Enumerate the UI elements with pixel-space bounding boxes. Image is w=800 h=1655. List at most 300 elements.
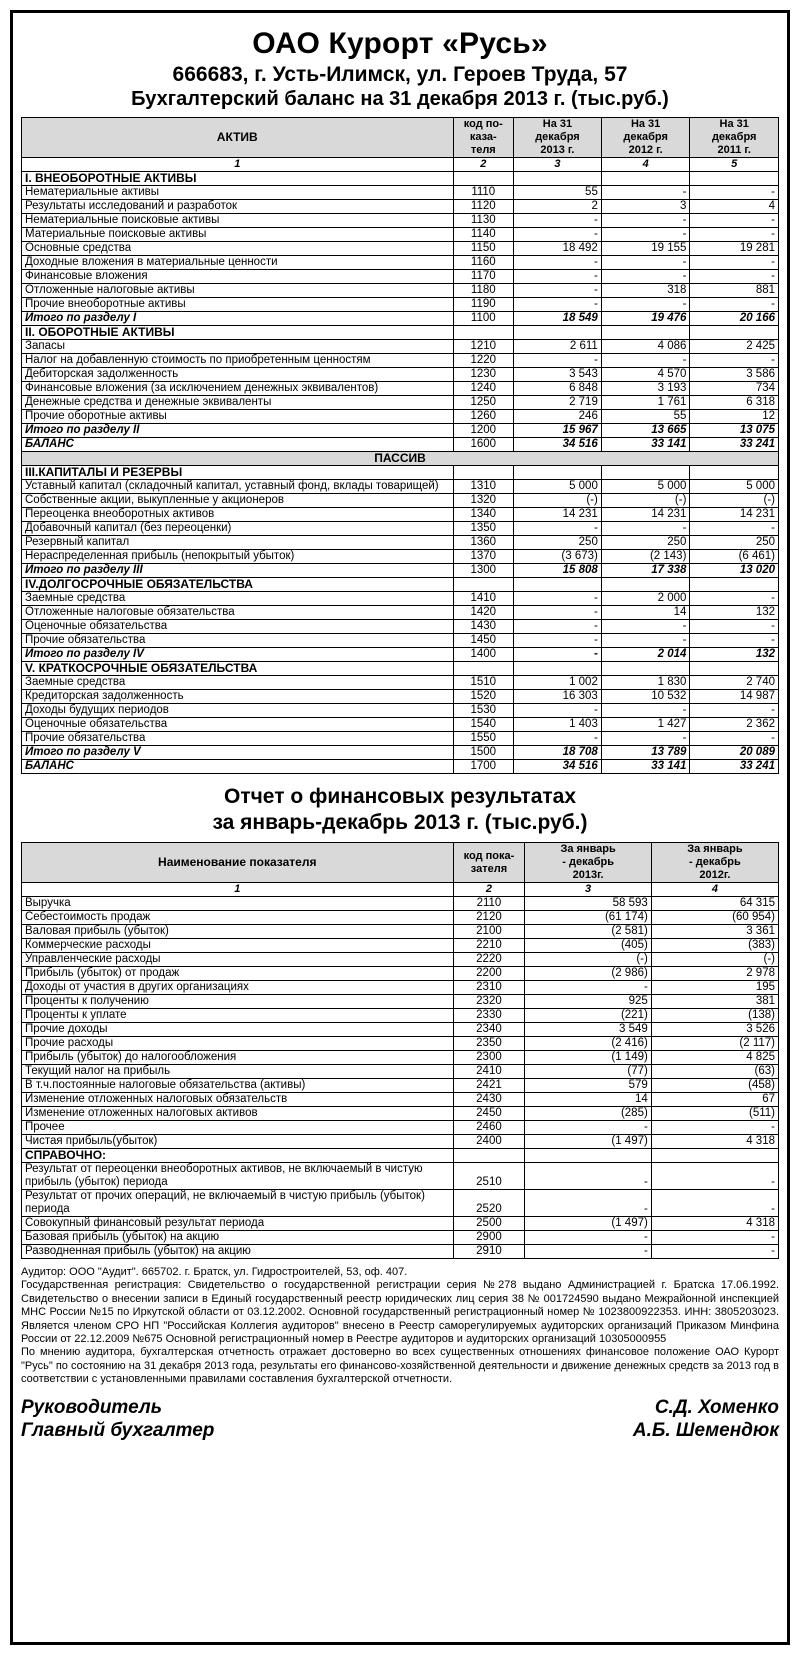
table-row bbox=[22, 200, 779, 214]
row-value-1 bbox=[525, 1149, 651, 1163]
row-value-2: 3 bbox=[601, 200, 690, 214]
row-value-1: 925 bbox=[525, 995, 651, 1009]
row-label: Итого по разделу V bbox=[22, 746, 454, 760]
row-value-2: 17 338 bbox=[601, 564, 690, 578]
row-value-2: (2 143) bbox=[601, 550, 690, 564]
row-value-2: 33 141 bbox=[601, 760, 690, 774]
row-value-2: (511) bbox=[651, 1107, 778, 1121]
table-row bbox=[22, 967, 779, 981]
row-code: 2200 bbox=[453, 967, 525, 981]
row-label: Прибыль (убыток) до налогообложения bbox=[22, 1051, 454, 1065]
row-label: Оценочные обязательства bbox=[22, 718, 454, 732]
balance-sheet-table bbox=[21, 117, 779, 774]
row-label: Уставный капитал (складочный капитал, уставный фонд, вклады товарищей) bbox=[22, 480, 454, 494]
row-code: 2100 bbox=[453, 925, 525, 939]
rc3-line1: За январь bbox=[560, 843, 616, 855]
table-row bbox=[22, 981, 779, 995]
rcolnum-1: 1 bbox=[22, 883, 454, 897]
row-value-3: 132 bbox=[690, 648, 779, 662]
row-value-1 bbox=[514, 578, 602, 592]
row-value-2: - bbox=[601, 620, 690, 634]
row-value-3: - bbox=[690, 732, 779, 746]
table-row bbox=[22, 1231, 779, 1245]
row-label: Прочее bbox=[22, 1121, 454, 1135]
row-value-1: (3 673) bbox=[514, 550, 602, 564]
footnote-registration: Государственная регистрация: Свидетельство о государственной регистрации серия №278 выдано Администрацией г. Братска 17.06.1992. Свидетельство о внесении записи в Единый государственный реестр юридических лиц серия 38 № 001724590 выдано Межрайонной инспекцией МНС России №15 по Иркутской области от 03.12.2002. Основной государственный регистрационный номер № 1023800922353. ИНН: 3805203023. Является членом СРО НП "Российская Коллегия аудиторов" внесено в Реестр саморегулируемых аудиторских организаций Приказом Минфина России от 22.12.2009 №675 Основной регистрационный номер в Реестре аудиторов и аудиторских организаций 10305000955 bbox=[21, 1279, 779, 1346]
balance-col-code bbox=[453, 118, 514, 158]
row-code: 2300 bbox=[453, 1051, 525, 1065]
table-row bbox=[22, 718, 779, 732]
signature-roles bbox=[21, 1396, 214, 1442]
report-col-2012 bbox=[651, 843, 778, 883]
rc4-line1: За январь bbox=[687, 843, 743, 855]
rc4-line2: - декабрь bbox=[689, 856, 741, 868]
row-value-2 bbox=[601, 662, 690, 676]
row-value-2: 14 bbox=[601, 606, 690, 620]
row-label: Изменение отложенных налоговых активов bbox=[22, 1107, 454, 1121]
row-code: 1410 bbox=[453, 592, 514, 606]
table-row bbox=[22, 536, 779, 550]
table-row bbox=[22, 648, 779, 662]
row-value-1: 3 543 bbox=[514, 368, 602, 382]
row-value-1: - bbox=[525, 1245, 651, 1259]
row-value-2: 33 141 bbox=[601, 438, 690, 452]
row-code: 1230 bbox=[453, 368, 514, 382]
name-accountant: А.Б. Шемендюк bbox=[632, 1419, 779, 1441]
row-label: Изменение отложенных налоговых обязательств bbox=[22, 1093, 454, 1107]
report-col-code bbox=[453, 843, 525, 883]
row-code bbox=[453, 1149, 525, 1163]
code-line1: код по- bbox=[463, 118, 503, 130]
row-value-1 bbox=[514, 326, 602, 340]
row-code: 2450 bbox=[453, 1107, 525, 1121]
row-code: 1140 bbox=[453, 228, 514, 242]
table-row bbox=[22, 1107, 779, 1121]
c5-line3: 2011 г. bbox=[717, 144, 751, 156]
row-code: 2320 bbox=[453, 995, 525, 1009]
row-code: 1200 bbox=[453, 424, 514, 438]
c5-line2: декабря bbox=[711, 131, 757, 143]
row-label: Заемные средства bbox=[22, 676, 454, 690]
report-title-line2: за январь-декабрь 2013 г. (тыс.руб.) bbox=[212, 811, 588, 834]
row-code: 1430 bbox=[453, 620, 514, 634]
row-value-2: - bbox=[651, 1121, 778, 1135]
row-value-1: - bbox=[514, 634, 602, 648]
row-value-1: - bbox=[514, 606, 602, 620]
code-line3: теля bbox=[470, 144, 496, 156]
row-label: Доходы будущих периодов bbox=[22, 704, 454, 718]
balance-col-2012 bbox=[601, 118, 690, 158]
table-row bbox=[22, 662, 779, 676]
row-value-1: - bbox=[525, 1163, 651, 1190]
row-value-1: 579 bbox=[525, 1079, 651, 1093]
table-row bbox=[22, 354, 779, 368]
row-value-2: 4 086 bbox=[601, 340, 690, 354]
row-value-1: 250 bbox=[514, 536, 602, 550]
rc3-line3: 2013г. bbox=[572, 869, 604, 881]
row-value-3: 881 bbox=[690, 284, 779, 298]
table-row bbox=[22, 620, 779, 634]
row-code: 1400 bbox=[453, 648, 514, 662]
table-row bbox=[22, 953, 779, 967]
row-value-3 bbox=[690, 662, 779, 676]
table-row bbox=[22, 242, 779, 256]
report-number-row bbox=[22, 883, 779, 897]
row-code: 1100 bbox=[453, 312, 514, 326]
table-row bbox=[22, 396, 779, 410]
row-code: 2421 bbox=[453, 1079, 525, 1093]
rcolnum-4: 4 bbox=[651, 883, 778, 897]
row-value-1: - bbox=[514, 298, 602, 312]
row-code bbox=[453, 578, 514, 592]
row-value-1: (2 416) bbox=[525, 1037, 651, 1051]
row-code: 1550 bbox=[453, 732, 514, 746]
row-value-3: - bbox=[690, 214, 779, 228]
c3-line3: 2013 г. bbox=[540, 144, 575, 156]
row-value-3: 132 bbox=[690, 606, 779, 620]
row-code: 2500 bbox=[453, 1217, 525, 1231]
c4-line2: декабря bbox=[623, 131, 668, 143]
company-title: ОАО Курорт «Русь» bbox=[252, 27, 548, 60]
row-value-2 bbox=[601, 466, 690, 480]
table-row bbox=[22, 298, 779, 312]
row-label: Прочие расходы bbox=[22, 1037, 454, 1051]
row-value-2: 4 318 bbox=[651, 1217, 778, 1231]
row-value-1 bbox=[514, 466, 602, 480]
colnum-1: 1 bbox=[22, 158, 454, 172]
c4-line1: На 31 bbox=[630, 118, 661, 130]
row-value-1: - bbox=[514, 704, 602, 718]
row-value-3: 20 089 bbox=[690, 746, 779, 760]
row-value-3: 250 bbox=[690, 536, 779, 550]
row-label: В т.ч.постоянные налоговые обязательства (активы) bbox=[22, 1079, 454, 1093]
row-label: I. ВНЕОБОРОТНЫЕ АКТИВЫ bbox=[22, 172, 454, 186]
row-value-3: 14 231 bbox=[690, 508, 779, 522]
row-value-2: 13 665 bbox=[601, 424, 690, 438]
row-value-3 bbox=[690, 466, 779, 480]
row-code: 1700 bbox=[453, 760, 514, 774]
row-value-2 bbox=[651, 1149, 778, 1163]
row-value-3: 5 000 bbox=[690, 480, 779, 494]
row-code: 2310 bbox=[453, 981, 525, 995]
row-value-3: 33 241 bbox=[690, 760, 779, 774]
row-code: 1110 bbox=[453, 186, 514, 200]
row-value-3: 2 425 bbox=[690, 340, 779, 354]
row-code: 2110 bbox=[453, 897, 525, 911]
row-value-2: 13 789 bbox=[601, 746, 690, 760]
row-value-1: 1 403 bbox=[514, 718, 602, 732]
row-label: Отложенные налоговые обязательства bbox=[22, 606, 454, 620]
balance-body bbox=[22, 172, 779, 774]
row-value-2 bbox=[601, 578, 690, 592]
row-code bbox=[453, 662, 514, 676]
row-value-3 bbox=[690, 326, 779, 340]
colnum-3: 3 bbox=[514, 158, 602, 172]
row-code: 1500 bbox=[453, 746, 514, 760]
report-col-2013 bbox=[525, 843, 651, 883]
row-value-1: 18 492 bbox=[514, 242, 602, 256]
row-label: II. ОБОРОТНЫЕ АКТИВЫ bbox=[22, 326, 454, 340]
row-value-3: 4 bbox=[690, 200, 779, 214]
row-value-3: 734 bbox=[690, 382, 779, 396]
row-value-1: - bbox=[514, 270, 602, 284]
row-value-1: (285) bbox=[525, 1107, 651, 1121]
row-label: БАЛАНС bbox=[22, 760, 454, 774]
row-value-1: 34 516 bbox=[514, 438, 602, 452]
row-value-2: 64 315 bbox=[651, 897, 778, 911]
row-label: III.КАПИТАЛЫ И РЕЗЕРВЫ bbox=[22, 466, 454, 480]
row-value-1: - bbox=[514, 284, 602, 298]
row-value-1: 246 bbox=[514, 410, 602, 424]
row-value-2: (63) bbox=[651, 1065, 778, 1079]
row-label: Нематериальные поисковые активы bbox=[22, 214, 454, 228]
table-row bbox=[22, 340, 779, 354]
report-title-line1: Отчет о финансовых результатах bbox=[223, 785, 577, 808]
table-row bbox=[22, 1023, 779, 1037]
table-row bbox=[22, 1149, 779, 1163]
row-label: Нематериальные активы bbox=[22, 186, 454, 200]
row-label: Запасы bbox=[22, 340, 454, 354]
table-row bbox=[22, 1135, 779, 1149]
row-label: Налог на добавленную стоимость по приобретенным ценностям bbox=[22, 354, 454, 368]
row-code: 1250 bbox=[453, 396, 514, 410]
table-row bbox=[22, 704, 779, 718]
row-code bbox=[453, 172, 514, 186]
row-value-2: 2 978 bbox=[651, 967, 778, 981]
row-value-1: (77) bbox=[525, 1065, 651, 1079]
row-value-2: (458) bbox=[651, 1079, 778, 1093]
row-code: 2900 bbox=[453, 1231, 525, 1245]
table-row bbox=[22, 550, 779, 564]
row-code: 2350 bbox=[453, 1037, 525, 1051]
row-value-2: 250 bbox=[601, 536, 690, 550]
table-row bbox=[22, 382, 779, 396]
row-value-1: (221) bbox=[525, 1009, 651, 1023]
row-value-2: (-) bbox=[601, 494, 690, 508]
row-label: Результаты исследований и разработок bbox=[22, 200, 454, 214]
row-value-1: 1 002 bbox=[514, 676, 602, 690]
colnum-4: 4 bbox=[601, 158, 690, 172]
row-label: Нераспределенная прибыль (непокрытый убыток) bbox=[22, 550, 454, 564]
row-code: 1420 bbox=[453, 606, 514, 620]
row-label: Итого по разделу I bbox=[22, 312, 454, 326]
footnote-auditor: Аудитор: ООО "Аудит". 665702. г. Братск, ул. Гидростроителей, 53, оф. 407. bbox=[21, 1266, 408, 1278]
c3-line2: декабря bbox=[535, 131, 580, 143]
row-value-3 bbox=[690, 578, 779, 592]
row-value-1: 58 593 bbox=[525, 897, 651, 911]
row-value-1: (-) bbox=[514, 494, 602, 508]
table-row bbox=[22, 1217, 779, 1231]
row-value-3: - bbox=[690, 592, 779, 606]
row-label: Основные средства bbox=[22, 242, 454, 256]
row-value-3: - bbox=[690, 522, 779, 536]
table-row bbox=[22, 1190, 779, 1217]
table-row bbox=[22, 1121, 779, 1135]
row-code: 1520 bbox=[453, 690, 514, 704]
row-value-3: 14 987 bbox=[690, 690, 779, 704]
row-value-1: - bbox=[514, 354, 602, 368]
row-label: Себестоимость продаж bbox=[22, 911, 454, 925]
balance-header-row bbox=[22, 118, 779, 158]
row-label: Прибыль (убыток) от продаж bbox=[22, 967, 454, 981]
row-value-3: 13 075 bbox=[690, 424, 779, 438]
report-title bbox=[21, 784, 779, 836]
row-label: Чистая прибыль(убыток) bbox=[22, 1135, 454, 1149]
row-value-2: 3 193 bbox=[601, 382, 690, 396]
table-row bbox=[22, 522, 779, 536]
row-value-2: (2 117) bbox=[651, 1037, 778, 1051]
row-value-2: 10 532 bbox=[601, 690, 690, 704]
table-row bbox=[22, 1245, 779, 1259]
report-body bbox=[22, 897, 779, 1259]
table-row bbox=[22, 466, 779, 480]
table-row bbox=[22, 172, 779, 186]
row-value-1: - bbox=[514, 620, 602, 634]
row-value-1: (1 497) bbox=[525, 1135, 651, 1149]
rc3-line2: - декабрь bbox=[562, 856, 614, 868]
row-value-1: 14 bbox=[525, 1093, 651, 1107]
row-code: 2330 bbox=[453, 1009, 525, 1023]
row-code: 1160 bbox=[453, 256, 514, 270]
row-value-3: 3 586 bbox=[690, 368, 779, 382]
row-value-1 bbox=[514, 662, 602, 676]
table-row bbox=[22, 1051, 779, 1065]
row-value-1: 2 611 bbox=[514, 340, 602, 354]
row-value-1: 2 719 bbox=[514, 396, 602, 410]
row-label: Итого по разделу IV bbox=[22, 648, 454, 662]
row-value-3: 20 166 bbox=[690, 312, 779, 326]
row-value-2: - bbox=[601, 732, 690, 746]
row-value-1: 55 bbox=[514, 186, 602, 200]
row-code: 1540 bbox=[453, 718, 514, 732]
financial-results-table bbox=[21, 842, 779, 1259]
row-value-2: - bbox=[651, 1245, 778, 1259]
row-value-2: (383) bbox=[651, 939, 778, 953]
table-row bbox=[22, 1037, 779, 1051]
table-row bbox=[22, 228, 779, 242]
row-label: Проценты к получению bbox=[22, 995, 454, 1009]
code-line2: каза- bbox=[469, 131, 497, 143]
row-label: Отложенные налоговые активы bbox=[22, 284, 454, 298]
row-code: 1260 bbox=[453, 410, 514, 424]
row-value-1: - bbox=[514, 732, 602, 746]
table-row bbox=[22, 1065, 779, 1079]
row-code: 2120 bbox=[453, 911, 525, 925]
footnote-opinion: По мнению аудитора, бухгалтерская отчетность отражает достоверно во всех существенных отношениях финансовое положение ОАО Курорт "Русь" по состоянию на 31 декабря 2013 года, результаты его финансово-хозяйственной деятельности и движение денежных средств за 2013 год в соответствии с установленными правилами составления бухгалтерской отчетности. bbox=[21, 1346, 779, 1386]
row-value-2: 2 000 bbox=[601, 592, 690, 606]
row-value-3: - bbox=[690, 270, 779, 284]
row-label: Прочие обязательства bbox=[22, 634, 454, 648]
rcode-line1: код пока- bbox=[463, 849, 515, 862]
row-value-3: (6 461) bbox=[690, 550, 779, 564]
row-value-2: 195 bbox=[651, 981, 778, 995]
row-code: 1530 bbox=[453, 704, 514, 718]
row-value-3: - bbox=[690, 228, 779, 242]
row-label: Переоценка внеоборотных активов bbox=[22, 508, 454, 522]
row-code: 1310 bbox=[453, 480, 514, 494]
table-row bbox=[22, 995, 779, 1009]
row-label: IV.ДОЛГОСРОЧНЫЕ ОБЯЗАТЕЛЬСТВА bbox=[22, 578, 454, 592]
row-value-3: 33 241 bbox=[690, 438, 779, 452]
row-code: 2910 bbox=[453, 1245, 525, 1259]
rcode-line2: зателя bbox=[470, 862, 508, 875]
table-row bbox=[22, 326, 779, 340]
balance-col-2013 bbox=[514, 118, 602, 158]
row-code: 1360 bbox=[453, 536, 514, 550]
row-value-2: - bbox=[601, 256, 690, 270]
row-value-2: 4 570 bbox=[601, 368, 690, 382]
row-value-3: - bbox=[690, 634, 779, 648]
row-value-2: 1 830 bbox=[601, 676, 690, 690]
row-label: Текущий налог на прибыль bbox=[22, 1065, 454, 1079]
row-value-2: - bbox=[601, 214, 690, 228]
table-row bbox=[22, 270, 779, 284]
table-row bbox=[22, 760, 779, 774]
balance-number-row bbox=[22, 158, 779, 172]
table-row bbox=[22, 494, 779, 508]
row-value-2: - bbox=[601, 186, 690, 200]
row-value-2: 318 bbox=[601, 284, 690, 298]
table-row bbox=[22, 634, 779, 648]
row-code: 2220 bbox=[453, 953, 525, 967]
row-code: 1320 bbox=[453, 494, 514, 508]
row-label: Кредиторская задолженность bbox=[22, 690, 454, 704]
row-value-3: 2 362 bbox=[690, 718, 779, 732]
row-value-1: - bbox=[525, 1231, 651, 1245]
table-row bbox=[22, 578, 779, 592]
row-code bbox=[453, 326, 514, 340]
row-value-1: 18 708 bbox=[514, 746, 602, 760]
table-row bbox=[22, 1009, 779, 1023]
row-value-2: 19 476 bbox=[601, 312, 690, 326]
row-value-3: - bbox=[690, 256, 779, 270]
row-value-1: - bbox=[514, 214, 602, 228]
row-value-1: 34 516 bbox=[514, 760, 602, 774]
row-value-1: - bbox=[514, 648, 602, 662]
row-label: Дебиторская задолженность bbox=[22, 368, 454, 382]
row-code: 1510 bbox=[453, 676, 514, 690]
role-director: Руководитель bbox=[21, 1396, 162, 1418]
passive-header-row bbox=[22, 452, 779, 466]
passive-header: ПАССИВ bbox=[22, 452, 779, 466]
row-label: Итого по разделу III bbox=[22, 564, 454, 578]
row-label: Прочие оборотные активы bbox=[22, 410, 454, 424]
row-value-1: 15 967 bbox=[514, 424, 602, 438]
colnum-2: 2 bbox=[453, 158, 514, 172]
row-value-2: 4 825 bbox=[651, 1051, 778, 1065]
row-value-1: 6 848 bbox=[514, 382, 602, 396]
row-value-2: - bbox=[601, 704, 690, 718]
row-value-2: 3 361 bbox=[651, 925, 778, 939]
row-code: 2400 bbox=[453, 1135, 525, 1149]
row-value-1: - bbox=[525, 981, 651, 995]
row-code: 1300 bbox=[453, 564, 514, 578]
row-label: Финансовые вложения bbox=[22, 270, 454, 284]
row-value-3: 12 bbox=[690, 410, 779, 424]
row-value-2: 381 bbox=[651, 995, 778, 1009]
table-row bbox=[22, 1163, 779, 1190]
row-value-1: (2 986) bbox=[525, 967, 651, 981]
row-code: 2520 bbox=[453, 1190, 525, 1217]
table-row bbox=[22, 564, 779, 578]
signature-block bbox=[21, 1396, 779, 1442]
row-value-1: - bbox=[525, 1190, 651, 1217]
row-label: Прочие доходы bbox=[22, 1023, 454, 1037]
row-value-1 bbox=[514, 172, 602, 186]
balance-doc-title: Бухгалтерский баланс на 31 декабря 2013 г. (тыс.руб.) bbox=[131, 88, 669, 110]
table-row bbox=[22, 1079, 779, 1093]
report-header-row bbox=[22, 843, 779, 883]
